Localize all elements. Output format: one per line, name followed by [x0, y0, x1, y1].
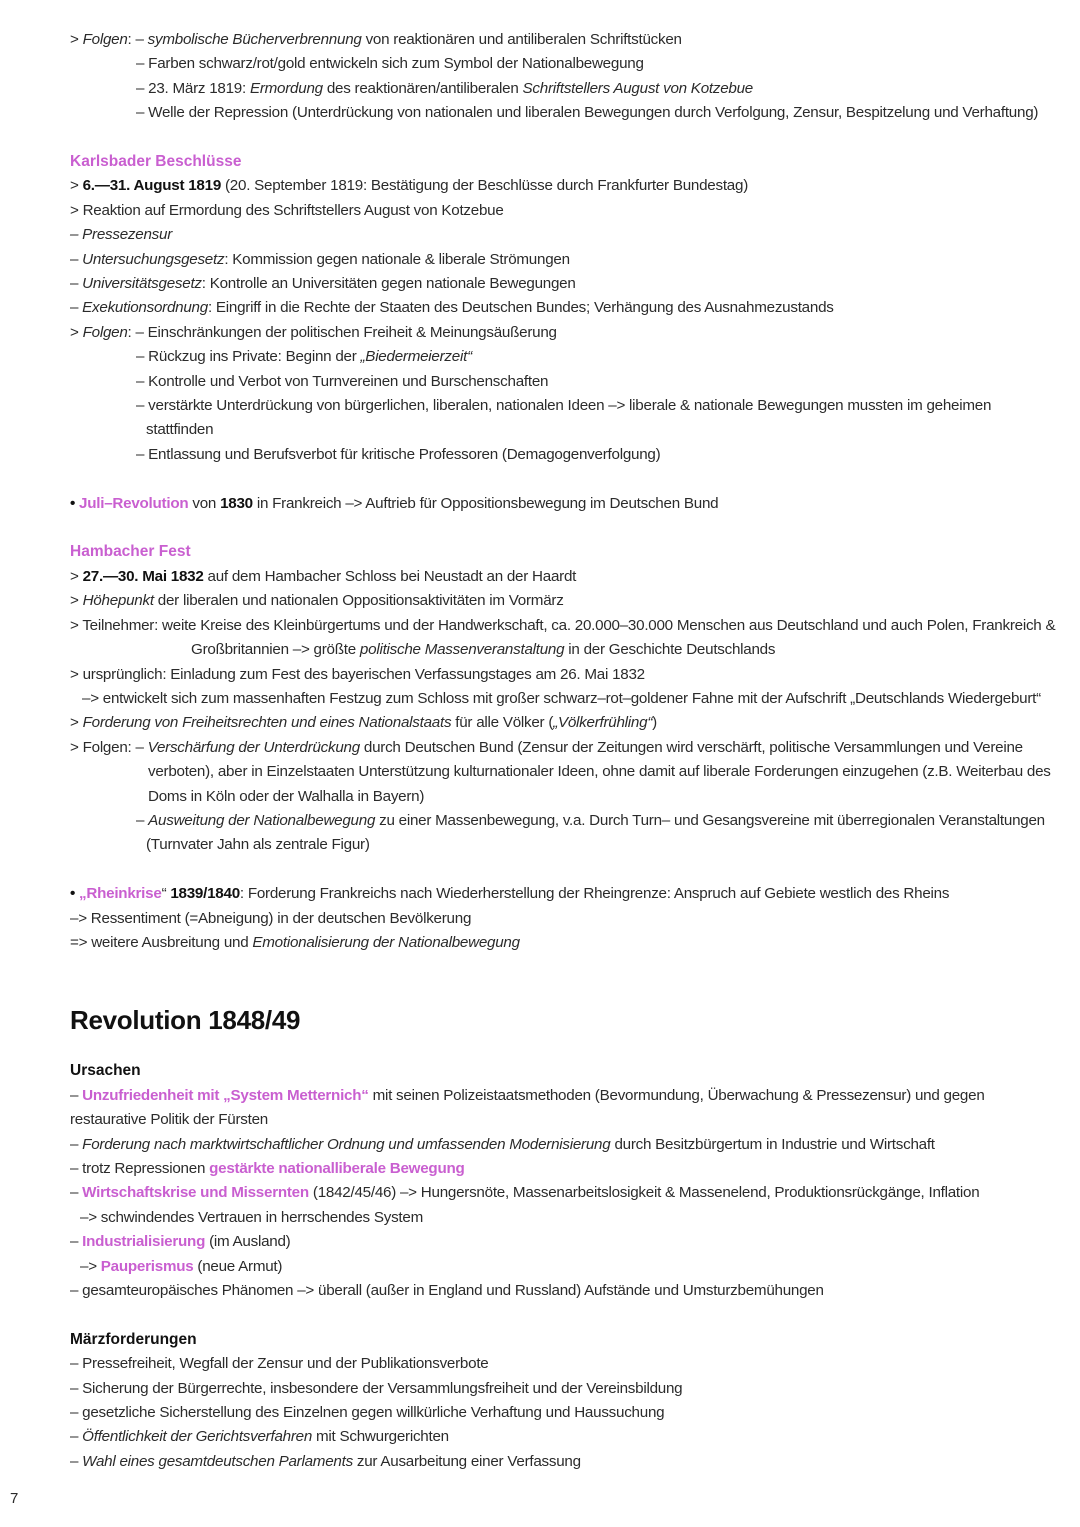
hambach-folgen-3: Doms in Köln oder der Walhalla in Bayern) — [148, 787, 425, 805]
heading-karlsbad: Karlsbader Beschlüsse — [70, 153, 242, 171]
karlsbad-folgen-5: – Entlassung und Berufsverbot für kritische Professoren (Demagogenverfolgung) — [136, 445, 661, 463]
folgen-line-2: – Farben schwarz/rot/gold entwickeln sich zum Symbol der Nationalbewegung — [136, 55, 644, 73]
hambach-forderung: > Forderung von Freiheitsrechten und eines Nationalstaats für alle Völker („Völkerfrühling“) — [70, 714, 657, 732]
ursache-2: – Forderung nach marktwirtschaftlicher Ordnung und umfassenden Modernisierung durch Besitzbürgertum in Industrie und Wirtschaft — [70, 1135, 935, 1153]
ursache-3: – trotz Repressionen gestärkte nationalliberale Bewegung — [70, 1160, 465, 1177]
karlsbad-presse: – Pressezensur — [70, 226, 173, 244]
folgen-line-4: – Welle der Repression (Unterdrückung von nationalen und liberalen Bewegungen durch Verfolgung, Zensur, Bespitzelung und Verhaftung) — [136, 104, 1039, 122]
karlsbad-exekution: – Exekutionsordnung: Eingriff in die Rechte der Staaten des Deutschen Bundes; Verhängung des Ausnahmezustands — [70, 299, 834, 317]
hambach-folgen-2: verboten), aber in Einzelstaaten Unterstützung kulturnationaler Ideen, ohne damit auf liberale Forderungen einzugehen (z.B. Weiterbau des — [148, 763, 1051, 781]
ursache-5: – Industrialisierung (im Ausland) — [70, 1233, 291, 1251]
hambach-hoehepunkt: > Höhepunkt der liberalen und nationalen Oppositionsaktivitäten im Vormärz — [70, 592, 564, 610]
rheinkrise-ressentiment: –> Ressentiment (=Abneigung) in der deutschen Bevölkerung — [70, 909, 472, 927]
forderung-1: – Pressefreiheit, Wegfall der Zensur und der Publikationsverbote — [70, 1355, 489, 1373]
ursache-1: – Unzufriedenheit mit „System Metternich“ mit seinen Polizeistaatsmethoden (Bevormundung, Überwachung & Pressezensur) und gegen — [70, 1086, 985, 1104]
karlsbad-universitaet: – Universitätsgesetz: Kontrolle an Universitäten gegen nationale Bewegungen — [70, 275, 576, 293]
ursache-6: –> Pauperismus (neue Armut) — [80, 1257, 283, 1275]
hambach-folgen-1: > Folgen: – Verschärfung der Unterdrückung durch Deutschen Bund (Zensur der Zeitungen wird verschärft, politische Versammlungen und Vereine — [70, 738, 1023, 756]
ursache-4b: –> schwindendes Vertrauen in herrschendes System — [80, 1208, 423, 1226]
forderung-5: – Wahl eines gesamtdeutschen Parlaments zur Ausarbeitung einer Verfassung — [70, 1452, 581, 1470]
karlsbad-reaktion: > Reaktion auf Ermordung des Schriftstellers August von Kotzebue — [70, 201, 504, 219]
folgen-line-3: – 23. März 1819: Ermordung des reaktionären/antiliberalen Schriftstellers August von Kotzebue — [136, 79, 753, 97]
karlsbad-folgen-1: > Folgen: – Einschränkungen der politischen Freiheit & Meinungsäußerung — [70, 323, 557, 341]
folgen-line-1: > Folgen: – symbolische Bücherverbrennung von reaktionären und antiliberalen Schriftstücken — [70, 31, 682, 48]
hambach-date: > 27.—30. Mai 1832 auf dem Hambacher Schloss bei Neustadt an der Haardt — [70, 567, 577, 585]
karlsbad-folgen-4b: stattfinden — [146, 421, 214, 439]
hambach-urspruenglich-1: > ursprünglich: Einladung zum Fest des bayerischen Verfassungstages am 26. Mai 1832 — [70, 665, 645, 683]
karlsbad-date: > 6.—31. August 1819 (20. September 1819: Bestätigung der Beschlüsse durch Frankfurter Bundestag) — [70, 177, 748, 195]
forderung-2: – Sicherung der Bürgerrechte, insbesondere der Versammlungsfreiheit und der Vereinsbildung — [70, 1379, 683, 1397]
rheinkrise: • „Rheinkrise“ 1839/1840: Forderung Frankreichs nach Wiederherstellung der Rheingrenze: Anspruch auf Gebiete westlich des Rheins — [70, 885, 950, 903]
page-number: 7 — [10, 1490, 19, 1507]
forderung-3: – gesetzliche Sicherstellung des Einzelnen gegen willkürliche Verhaftung und Haussuchung — [70, 1404, 665, 1422]
ursache-1b: restaurative Politik der Fürsten — [70, 1111, 268, 1129]
hambach-teilnehmer-2: Großbritannien –> größte politische Massenveranstaltung in der Geschichte Deutschlands — [191, 641, 776, 659]
rheinkrise-ausbreitung: => weitere Ausbreitung und Emotionalisierung der Nationalbewegung — [70, 933, 520, 951]
hambach-urspruenglich-2: –> entwickelt sich zum massenhaften Festzug zum Schloss mit großer schwarz–rot–goldener Fahne mit der Aufschrift „Deutschlands Wiedergeburt“ — [82, 689, 1041, 707]
karlsbad-folgen-2: – Rückzug ins Private: Beginn der „Biedermeierzeit“ — [136, 348, 472, 366]
ursache-4: – Wirtschaftskrise und Missernten (1842/45/46) –> Hungersnöte, Massenarbeitslosigkeit & Massenelend, Produktionsrückgänge, Inflation — [70, 1184, 980, 1202]
juli-revolution: • Juli–Revolution von 1830 in Frankreich –> Auftrieb für Oppositionsbewegung im Deutschen Bund — [70, 494, 719, 512]
karlsbad-folgen-3: – Kontrolle und Verbot von Turnvereinen und Burschenschaften — [136, 372, 549, 390]
heading-revolution: Revolution 1848/49 — [70, 1005, 301, 1036]
forderung-4: – Öffentlichkeit der Gerichtsverfahren mit Schwurgerichten — [70, 1428, 449, 1446]
document-page — [70, 28, 1056, 1474]
ursache-7: – gesamteuropäisches Phänomen –> überall (außer in England und Russland) Aufstände und Umsturzbemühungen — [70, 1282, 824, 1300]
hambach-teilnehmer-1: > Teilnehmer: weite Kreise des Kleinbürgertums und der Handwerkschaft, ca. 20.000–30.000 Menschen aus Deutschland und auch Polen, Frankreich & — [70, 616, 1056, 634]
karlsbad-folgen-4: – verstärkte Unterdrückung von bürgerlichen, liberalen, nationalen Ideen –> liberale & nationale Bewegungen mussten im geheimen — [136, 397, 992, 415]
karlsbad-untersuchung: – Untersuchungsgesetz: Kommission gegen nationale & liberale Strömungen — [70, 250, 570, 268]
heading-hambach: Hambacher Fest — [70, 543, 191, 561]
heading-ursachen: Ursachen — [70, 1062, 141, 1080]
heading-maerzforderungen: Märzforderungen — [70, 1330, 197, 1348]
hambach-folgen-4: – Ausweitung der Nationalbewegung zu einer Massenbewegung, v.a. Durch Turn– und Gesangsvereine mit überregionalen Veranstaltungen — [136, 811, 1045, 829]
hambach-folgen-5: (Turnvater Jahn als zentrale Figur) — [146, 836, 370, 854]
